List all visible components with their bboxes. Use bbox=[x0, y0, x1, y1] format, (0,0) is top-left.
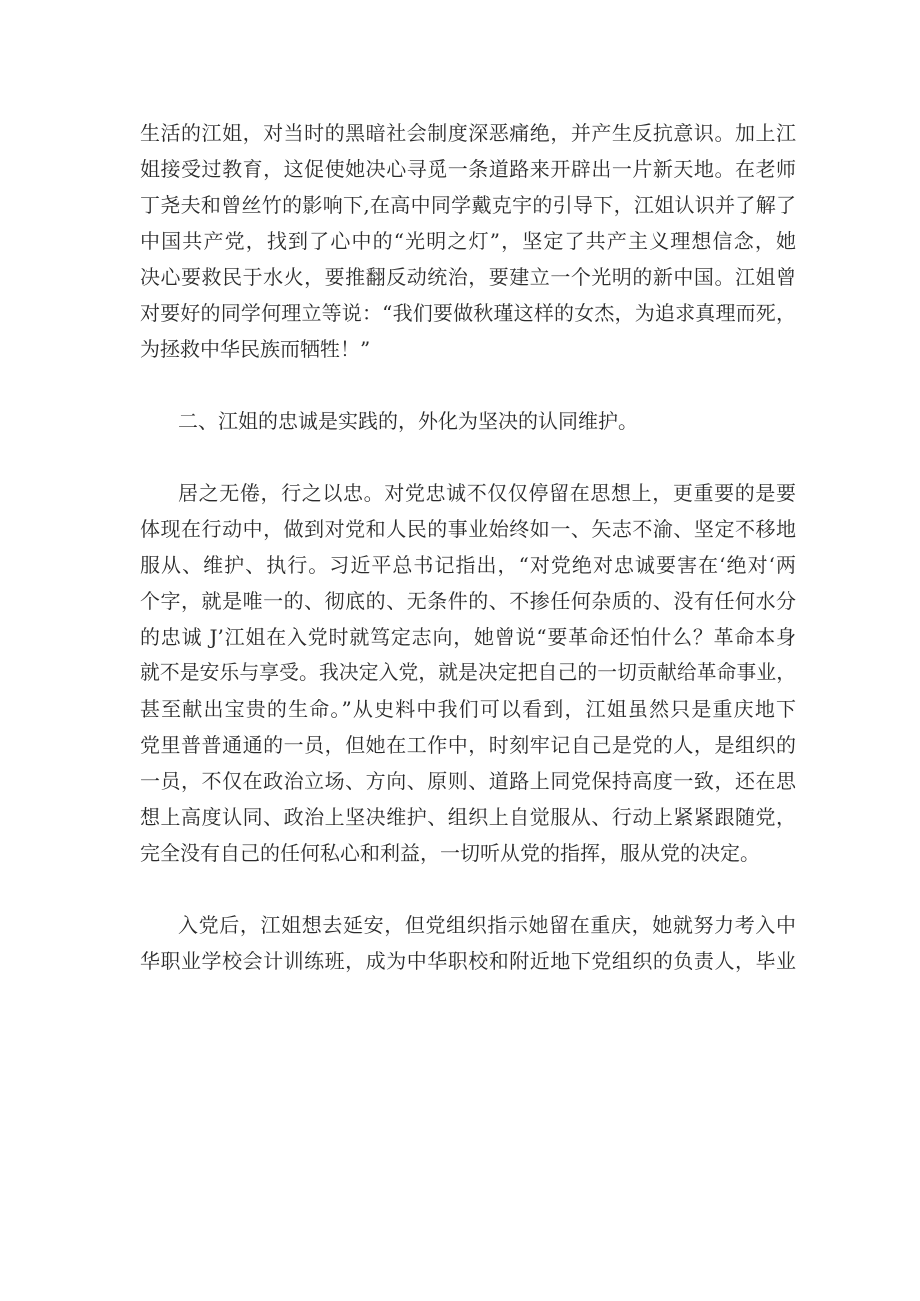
paragraph-3-line-9: 一员，不仅在政治立场、方向、原则、道路上同党保持高度一致，还在思 bbox=[140, 769, 796, 793]
paragraph-3-line-2: 体现在行动中，做到对党和人民的事业始终如一、矢志不渝、坚定不移地 bbox=[140, 517, 796, 541]
paragraph-1-line-1: 生活的江姐，对当时的黑暗社会制度深恶痛绝，并产生反抗意识。加上江 bbox=[140, 121, 796, 145]
paragraph-3-line-5: 的忠诚 J’江姐在入党时就笃定志向，她曾说“要革命还怕什么？革命本身 bbox=[140, 625, 796, 649]
paragraph-1-line-7: 为拯救中华民族而牺牲！” bbox=[140, 337, 371, 361]
paragraph-1-line-3: 丁尧夫和曾丝竹的影响下,在高中同学戴克宇的引导下，江姐认识并了解了 bbox=[140, 193, 796, 217]
paragraph-3-line-8: 党里普普通通的一员，但她在工作中，时刻牢记自己是党的人，是组织的 bbox=[140, 733, 796, 757]
paragraph-3-line-4: 个字，就是唯一的、彻底的、无条件的、不掺任何杂质的、没有任何水分 bbox=[140, 589, 796, 613]
paragraph-3-line-10: 想上高度认同、政治上坚决维护、组织上自觉服从、行动上紧紧跟随党， bbox=[140, 805, 796, 829]
paragraph-4-line-1: 入党后，江姐想去延安，但党组织指示她留在重庆，她就努力考入中 bbox=[178, 913, 796, 937]
paragraph-3-line-3: 服从、维护、执行。习近平总书记指出，“对党绝对忠诚要害在‘绝对‘两 bbox=[140, 553, 796, 577]
paragraph-3-line-1: 居之无倦，行之以忠。对党忠诚不仅仅停留在思想上，更重要的是要 bbox=[178, 481, 796, 505]
paragraph-3-line-7: 甚至献出宝贵的生命。”从史料中我们可以看到，江姐虽然只是重庆地下 bbox=[140, 697, 796, 721]
paragraph-1-line-5: 决心要救民于水火，要推翻反动统治，要建立一个光明的新中国。江姐曾 bbox=[140, 265, 796, 289]
paragraph-3-line-6: 就不是安乐与享受。我决定入党，就是决定把自己的一切贡献给革命事业， bbox=[140, 661, 796, 684]
paragraph-4-line-2: 华职业学校会计训练班，成为中华职校和附近地下党组织的负责人，毕业 bbox=[140, 949, 796, 973]
section-heading: 二、江姐的忠诚是实践的，外化为坚决的认同维护。 bbox=[178, 409, 638, 433]
paragraph-3-line-11: 完全没有自己的任何私心和利益，一切听从党的指挥，服从党的决定。 bbox=[140, 841, 760, 865]
paragraph-1-line-6: 对要好的同学何理立等说：“我们要做秋瑾这样的女杰，为追求真理而死， bbox=[140, 301, 796, 325]
paragraph-1-line-2: 姐接受过教育，这促使她决心寻觅一条道路来开辟出一片新天地。在老师 bbox=[140, 157, 796, 181]
paragraph-1-line-4: 中国共产党，找到了心中的“光明之灯”，坚定了共产主义理想信念，她 bbox=[140, 229, 796, 253]
